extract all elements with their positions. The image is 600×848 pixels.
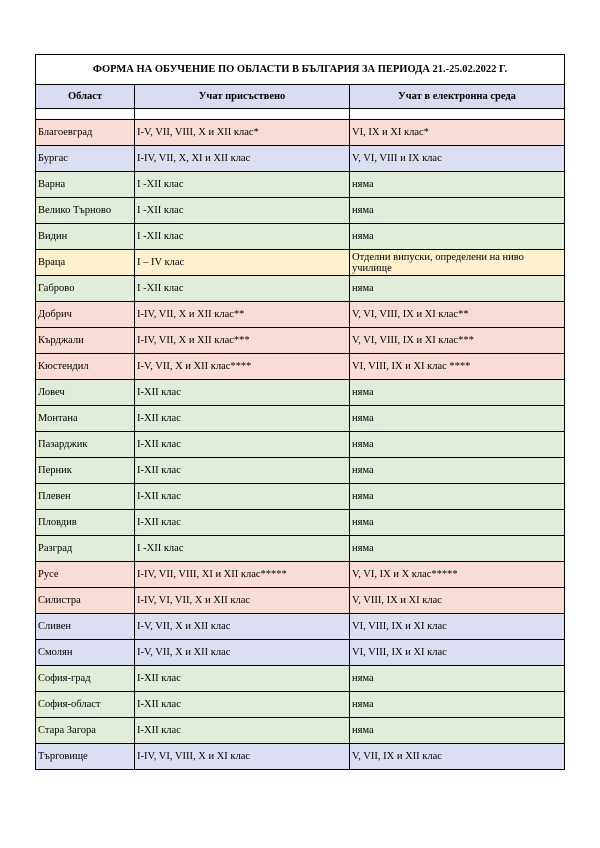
cell-online: няма xyxy=(350,718,565,744)
header-online: Учат в електронна среда xyxy=(350,85,565,109)
cell-online: няма xyxy=(350,224,565,250)
cell-inperson: I-V, VII, X и XII клас**** xyxy=(135,354,350,380)
cell-online: няма xyxy=(350,276,565,302)
cell-region: Разград xyxy=(36,536,135,562)
cell-online: V, VI, VIII и IX клас xyxy=(350,146,565,172)
cell-inperson: I-V, VII, VIII, X и XII клас* xyxy=(135,120,350,146)
cell-online: няма xyxy=(350,692,565,718)
cell-inperson: I-V, VII, X и XII клас xyxy=(135,614,350,640)
table-row xyxy=(36,588,565,614)
cell-online: VI, IX и XI клас* xyxy=(350,120,565,146)
cell-region: Габрово xyxy=(36,276,135,302)
cell-inperson: I -XII клас xyxy=(135,172,350,198)
table-row xyxy=(36,718,565,744)
cell-inperson: I-XII клас xyxy=(135,380,350,406)
cell-online: няма xyxy=(350,406,565,432)
table-title: ФОРМА НА ОБУЧЕНИЕ ПО ОБЛАСТИ В БЪЛГАРИЯ ЗА ПЕРИОДА 21.-25.02.2022 Г. xyxy=(36,55,565,85)
cell-inperson: I-IV, VII, VIII, XI и XII клас***** xyxy=(135,562,350,588)
header-row xyxy=(36,85,565,109)
cell-inperson: I-XII клас xyxy=(135,432,350,458)
cell-online: V, VIII, IX и XI клас xyxy=(350,588,565,614)
table-row xyxy=(36,484,565,510)
cell-online: V, VII, IX и XII клас xyxy=(350,744,565,770)
cell-online: V, VI, VIII, IX и XI клас** xyxy=(350,302,565,328)
table-row xyxy=(36,302,565,328)
cell-region: Стара Загора xyxy=(36,718,135,744)
table-row xyxy=(36,510,565,536)
cell-region: Видин xyxy=(36,224,135,250)
cell-region: Ловеч xyxy=(36,380,135,406)
cell-inperson: I-IV, VII, X, XI и XII клас xyxy=(135,146,350,172)
table-row xyxy=(36,250,565,276)
cell-region: София-град xyxy=(36,666,135,692)
education-form-table xyxy=(35,54,565,770)
cell-region: Бургас xyxy=(36,146,135,172)
cell-online: V, VI, IX и X клас***** xyxy=(350,562,565,588)
cell-inperson: I-XII клас xyxy=(135,692,350,718)
table-row xyxy=(36,224,565,250)
cell-inperson: I-XII клас xyxy=(135,666,350,692)
cell-region: Враца xyxy=(36,250,135,276)
cell-region: Сливен xyxy=(36,614,135,640)
cell-online: няма xyxy=(350,432,565,458)
cell-inperson: I-XII клас xyxy=(135,510,350,536)
cell-region: Благоевград xyxy=(36,120,135,146)
table-row xyxy=(36,640,565,666)
cell-region: Търговище xyxy=(36,744,135,770)
cell-online: VI, VIII, IX и XI клас xyxy=(350,640,565,666)
cell-inperson: I-IV, VI, VIII, X и XI клас xyxy=(135,744,350,770)
cell-region: София-област xyxy=(36,692,135,718)
cell-inperson: I-XII клас xyxy=(135,406,350,432)
header-region: Област xyxy=(36,85,135,109)
cell-region: Монтана xyxy=(36,406,135,432)
table-row xyxy=(36,354,565,380)
cell-online: няма xyxy=(350,172,565,198)
table-row xyxy=(36,146,565,172)
table-row xyxy=(36,536,565,562)
cell-region: Добрич xyxy=(36,302,135,328)
table-row xyxy=(36,614,565,640)
cell-online: няма xyxy=(350,198,565,224)
cell-online: V, VI, VIII, IX и XI клас*** xyxy=(350,328,565,354)
cell-online: няма xyxy=(350,510,565,536)
cell-region: Кърджали xyxy=(36,328,135,354)
cell-online: няма xyxy=(350,484,565,510)
cell-online: няма xyxy=(350,666,565,692)
table-row xyxy=(36,744,565,770)
cell-inperson: I-XII клас xyxy=(135,458,350,484)
cell-inperson: I -XII клас xyxy=(135,224,350,250)
cell-region: Велико Търново xyxy=(36,198,135,224)
spacer-row xyxy=(36,109,565,120)
cell-inperson: I-V, VII, X и XII клас xyxy=(135,640,350,666)
table-row xyxy=(36,666,565,692)
title-row xyxy=(36,55,565,85)
cell-region: Русе xyxy=(36,562,135,588)
cell-region: Кюстендил xyxy=(36,354,135,380)
cell-region: Плевен xyxy=(36,484,135,510)
cell-inperson: I -XII клас xyxy=(135,198,350,224)
cell-online: Отделни випуски, определени на ниво училище xyxy=(350,250,565,276)
table-row xyxy=(36,406,565,432)
cell-inperson: I – IV клас xyxy=(135,250,350,276)
cell-inperson: I -XII клас xyxy=(135,536,350,562)
cell-inperson: I-XII клас xyxy=(135,718,350,744)
cell-online: няма xyxy=(350,380,565,406)
header-inperson: Учат присъствено xyxy=(135,85,350,109)
table-row xyxy=(36,328,565,354)
table-row xyxy=(36,562,565,588)
table-row xyxy=(36,380,565,406)
table-row xyxy=(36,276,565,302)
table-row xyxy=(36,172,565,198)
cell-region: Перник xyxy=(36,458,135,484)
cell-region: Пазарджик xyxy=(36,432,135,458)
cell-online: VI, VIII, IX и XI клас xyxy=(350,614,565,640)
cell-inperson: I-XII клас xyxy=(135,484,350,510)
table-row xyxy=(36,120,565,146)
cell-region: Варна xyxy=(36,172,135,198)
table-row xyxy=(36,692,565,718)
cell-online: няма xyxy=(350,458,565,484)
table-body xyxy=(36,120,565,770)
cell-online: VI, VIII, IX и XI клас **** xyxy=(350,354,565,380)
cell-region: Смолян xyxy=(36,640,135,666)
cell-region: Силистра xyxy=(36,588,135,614)
cell-inperson: I -XII клас xyxy=(135,276,350,302)
cell-region: Пловдив xyxy=(36,510,135,536)
table-row xyxy=(36,198,565,224)
cell-inperson: I-IV, VII, X и XII клас** xyxy=(135,302,350,328)
table-row xyxy=(36,458,565,484)
cell-inperson: I-IV, VI, VII, X и XII клас xyxy=(135,588,350,614)
table-row xyxy=(36,432,565,458)
cell-inperson: I-IV, VII, X и XII клас*** xyxy=(135,328,350,354)
cell-online: няма xyxy=(350,536,565,562)
